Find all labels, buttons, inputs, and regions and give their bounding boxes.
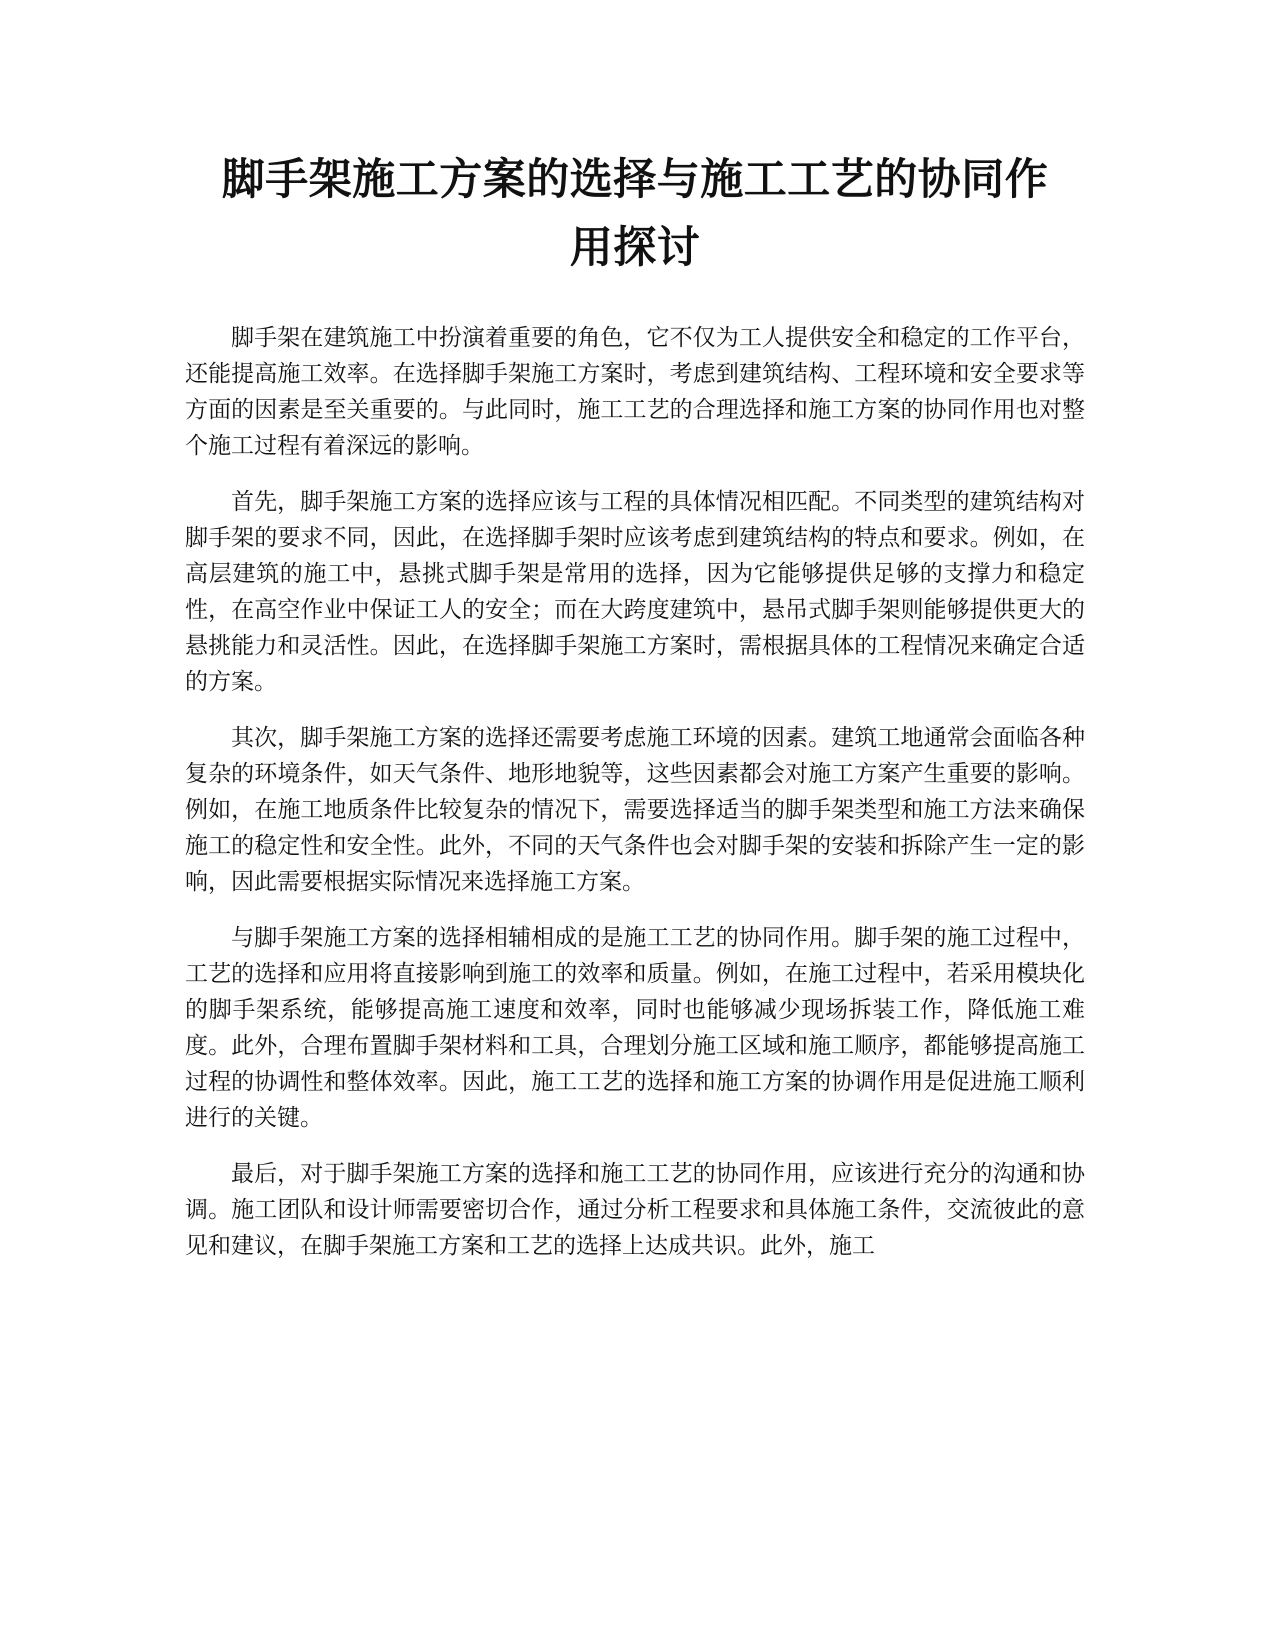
document-body [185,320,1085,1284]
paragraph-4: 与脚手架施工方案的选择相辅相成的是施工工艺的协同作用。脚手架的施工过程中，工艺的选择和应用将直接影响到施工的效率和质量。例如，在施工过程中，若采用模块化的脚手架系统，能够提高施工速度和效率，同时也能够减少现场拆装工作，降低施工难度。此外，合理布置脚手架材料和工具，合理划分施工区域和施工顺序，都能够提高施工过程的协调性和整体效率。因此，施工工艺的选择和施工方案的协调作用是促进施工顺利进行的关键。 [185,925,1085,1131]
paragraph-5: 最后，对于脚手架施工方案的选择和施工工艺的协同作用，应该进行充分的沟通和协调。施工团队和设计师需要密切合作，通过分析工程要求和具体施工条件，交流彼此的意见和建议，在脚手架施工方案和工艺的选择上达成共识。此外，施工 [185,1161,1085,1259]
document-title [185,146,1085,282]
paragraph-1: 脚手架在建筑施工中扮演着重要的角色，它不仅为工人提供安全和稳定的工作平台，还能提高施工效率。在选择脚手架施工方案时，考虑到建筑结构、工程环境和安全要求等方面的因素是至关重要的。与此同时，施工工艺的合理选择和施工方案的协同作用也对整个施工过程有着深远的影响。 [185,325,1085,459]
paragraph-2: 首先，脚手架施工方案的选择应该与工程的具体情况相匹配。不同类型的建筑结构对脚手架的要求不同，因此，在选择脚手架时应该考虑到建筑结构的特点和要求。例如，在高层建筑的施工中，悬挑式脚手架是常用的选择，因为它能够提供足够的支撑力和稳定性，在高空作业中保证工人的安全；而在大跨度建筑中，悬吊式脚手架则能够提供更大的悬挑能力和灵活性。因此，在选择脚手架施工方案时，需根据具体的工程情况来确定合适的方案。 [185,489,1085,695]
title-line-1: 脚手架施工方案的选择与施工工艺的协同作 [221,155,1049,205]
title-line-2: 用探讨 [569,223,701,273]
paragraph-3: 其次，脚手架施工方案的选择还需要考虑施工环境的因素。建筑工地通常会面临各种复杂的环境条件，如天气条件、地形地貌等，这些因素都会对施工方案产生重要的影响。例如，在施工地质条件比较复杂的情况下，需要选择适当的脚手架类型和施工方法来确保施工的稳定性和安全性。此外，不同的天气条件也会对脚手架的安装和拆除产生一定的影响，因此需要根据实际情况来选择施工方案。 [185,725,1085,895]
